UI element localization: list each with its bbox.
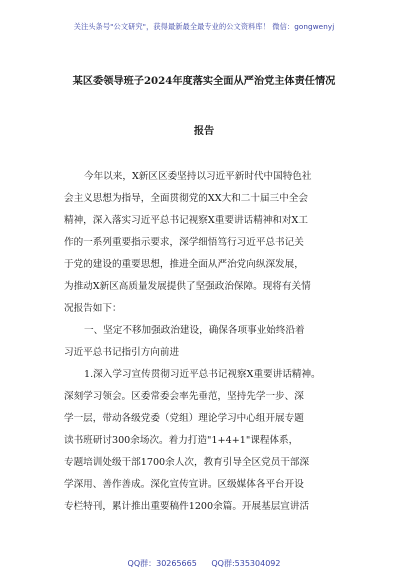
- body-line: 会主义思想为指导，全面贯彻党的XX大和二十届三中全会: [64, 193, 308, 204]
- document-subtitle: 报告: [193, 125, 215, 137]
- body-line: 于党的建设的重要思想，推进全面从严治党向纵深发展，: [64, 259, 304, 270]
- body-line: 习近平总书记指引方向前进: [64, 347, 180, 358]
- body-line: 读书班研讨300余场次。着力打造"1+4+1"课程体系，: [64, 435, 299, 446]
- body-line: 学一层，带动各级党委（党组）理论学习中心组开展专题: [64, 413, 304, 424]
- header-notice: 关注头条号"公文研究"，获得最新最全最专业的公文资料库！ 微信：gongwenyj: [73, 22, 335, 31]
- body-line: 作的一系列重要指示要求，深学细悟笃行习近平总书记关: [64, 237, 304, 248]
- footer-qq-group-1: QQ群：30265665: [127, 559, 197, 568]
- body-line: 为推动X新区高质量发展提供了坚强政治保障。现将有关情: [64, 281, 311, 292]
- body-line: 精神，深入落实习近平总书记视察X重要讲话精神和对X工: [64, 215, 308, 226]
- body-line: 专栏特刊，累计推出重要稿件1200余篇。开展基层宣讲活: [64, 501, 310, 512]
- footer-contacts: [0, 558, 408, 569]
- body-line: 专题培训处级干部1700余人次，教育引导全区党员干部深: [64, 457, 310, 468]
- footer-qq-group-2: QQ群:535304092: [211, 559, 281, 568]
- body-line: 一、坚定不移加强政治建设，确保各项事业始终沿着: [84, 325, 305, 336]
- document-body: [64, 166, 350, 518]
- body-line: 学深用、善作善成。深化宣传宣讲。区级媒体各平台开设: [64, 479, 304, 490]
- body-line: 况报告如下：: [64, 303, 122, 314]
- body-line: 深刻学习领会。区委常委会率先垂范，坚持先学一步、深: [64, 391, 304, 402]
- document-title: 某区委领导班子2024年度落实全面从严治党主体责任情况: [72, 75, 336, 87]
- body-line: 今年以来，X新区区委坚持以习近平新时代中国特色社: [84, 171, 312, 182]
- body-line: 1.深入学习宣传贯彻习近平总书记视察X重要讲话精神。: [84, 369, 321, 380]
